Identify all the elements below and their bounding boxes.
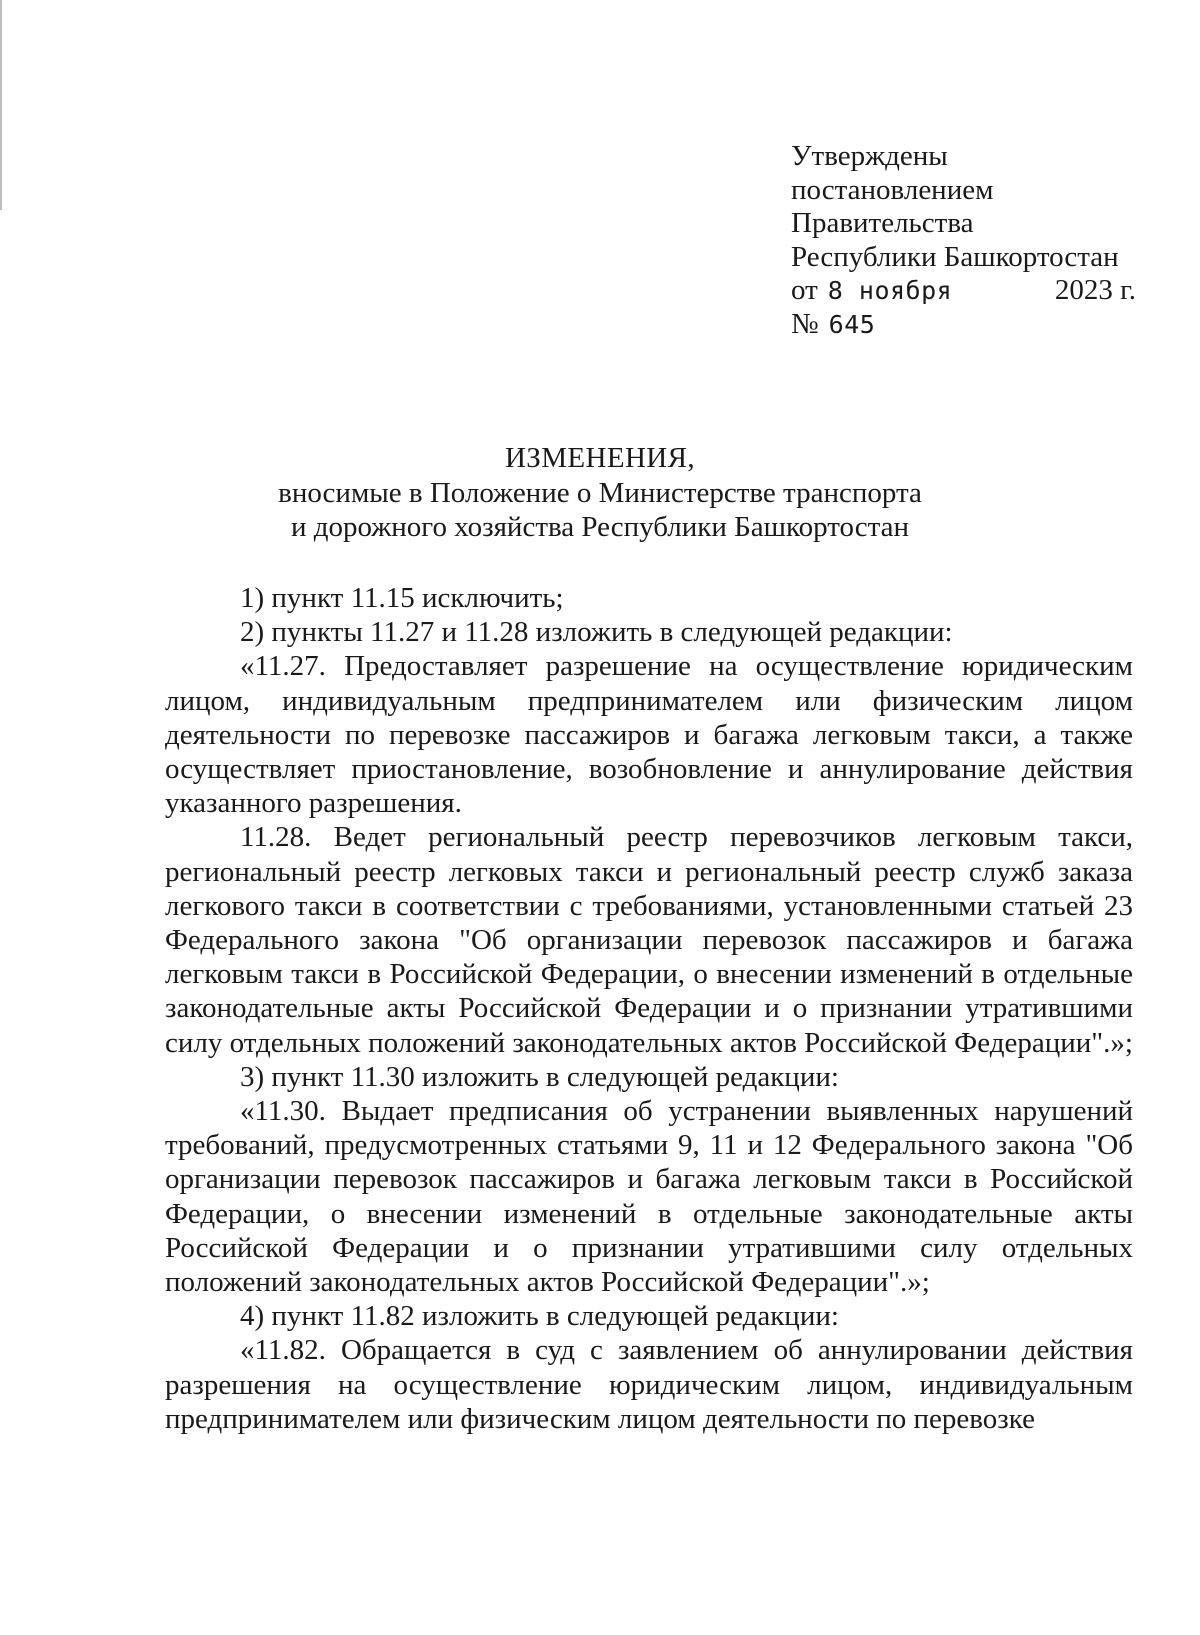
approval-line-resolution: постановлением xyxy=(791,173,994,206)
title-heading: ИЗМЕНЕНИЯ, xyxy=(504,442,696,474)
number-prefix: № xyxy=(791,307,819,340)
approval-date-row xyxy=(791,274,1136,308)
paragraph-3: «11.27. Предоставляет разрешение на осуществление юридическим лицом, индивидуальным предпринимателем или физическим лицом деятельности по перевозке пассажиров и багажа легковым такси, а также осуществляет приостановление, возобновление и аннулирование действия указанного разрешения. xyxy=(165,650,1133,820)
paragraph-6: «11.30. Выдает предписания об устранении выявленных нарушений требований, предусмотренных статьями 9, 11 и 12 Федерального закона "Об организации перевозок пассажиров и багажа легковым такси в Российской Федерации, о внесении изменений в отдельные законодательные акты Российской Федерации и о признании утратившими силу отдельных положений законодательных актов Российской Федерации".»; xyxy=(165,1095,1133,1299)
document-title xyxy=(0,441,1200,545)
date-value: 8 ноября xyxy=(827,276,953,305)
approval-number-row xyxy=(791,308,1136,342)
title-subtitle-line1: вносимые в Положение о Министерстве транспорта xyxy=(278,476,922,509)
approval-block xyxy=(791,140,1136,341)
paragraph-4: 11.28. Ведет региональный реестр перевозчиков легковым такси, региональный реестр легковых такси и региональный реестр служб заказа легкового такси в соответствии с требованиями, установленными статьей 23 Федерального закона "Об организации перевозок пассажиров и багажа легковым такси в Российской Федерации, о внесении изменений в отдельные законодательные акты Российской Федерации и о признании утратившими силу отдельных положений законодательных актов Российской Федерации".»; xyxy=(165,821,1133,1059)
date-year: 2023 г. xyxy=(1054,274,1136,306)
paragraph-5: 3) пункт 11.30 изложить в следующей редакции: xyxy=(240,1060,839,1093)
scan-edge-shadow xyxy=(0,0,2,210)
approval-line-approved: Утверждены xyxy=(791,140,948,172)
paragraph-8: «11.82. Обращается в суд с заявлением об аннулировании действия разрешения на осуществление юридическим лицом, индивидуальным предпринимателем или физическим лицом деятельности по перевозке xyxy=(165,1334,1133,1435)
approval-line-government: Правительства xyxy=(791,207,974,239)
paragraph-7: 4) пункт 11.82 изложить в следующей редакции: xyxy=(240,1300,839,1333)
document-body xyxy=(165,581,1133,1436)
date-prefix: от xyxy=(791,274,818,306)
number-value: 645 xyxy=(828,309,876,339)
approval-line-republic: Республики Башкортостан xyxy=(791,240,1119,273)
paragraph-1: 1) пункт 11.15 исключить; xyxy=(240,582,564,614)
paragraph-2: 2) пункты 11.27 и 11.28 изложить в следующей редакции: xyxy=(240,616,953,649)
title-subtitle-line2: и дорожного хозяйства Республики Башкортостан xyxy=(290,511,910,543)
